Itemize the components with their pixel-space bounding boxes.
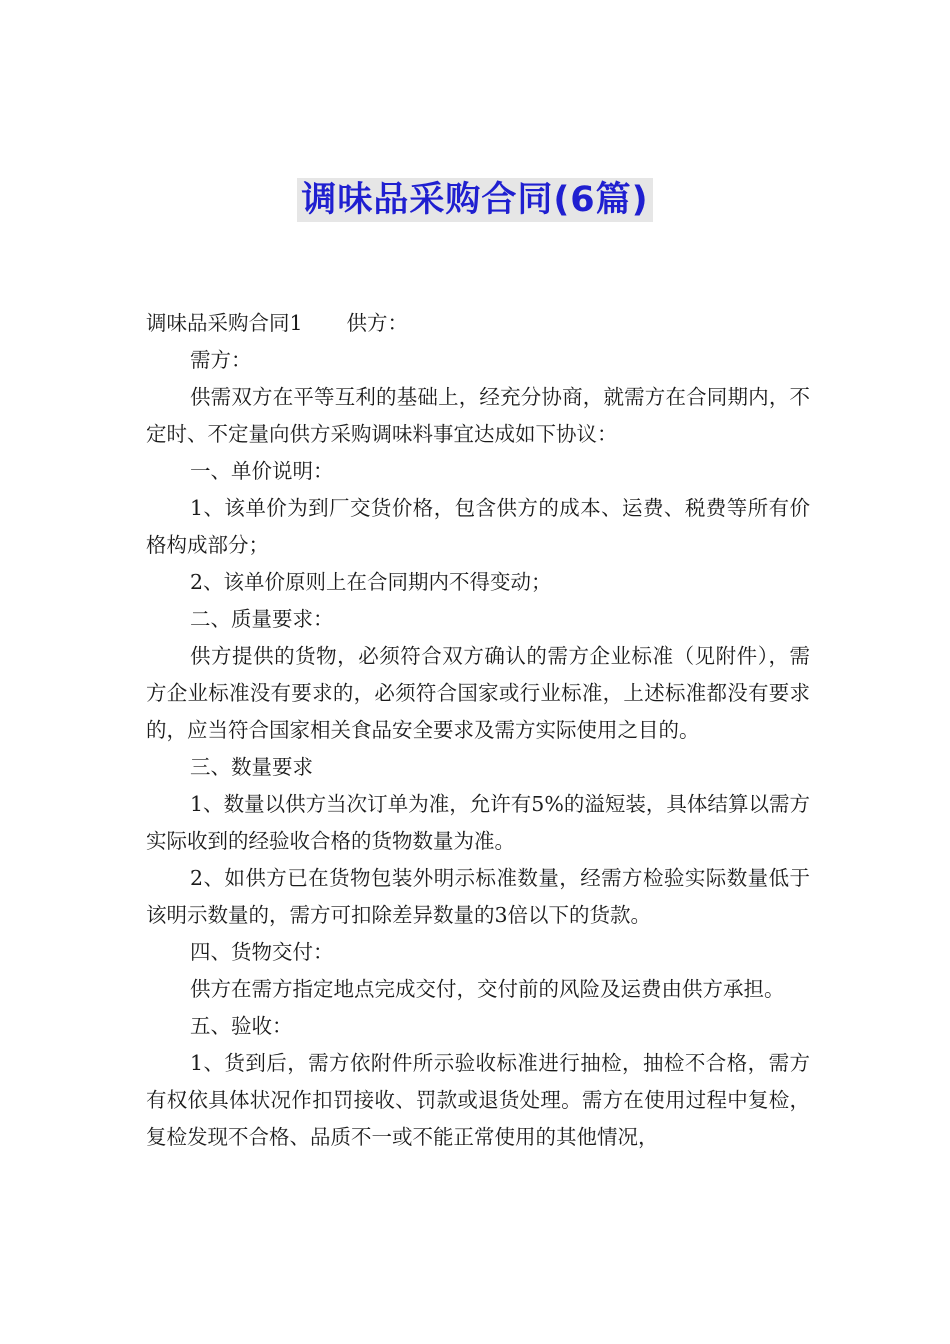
paragraph: 1、数量以供方当次订单为准，允许有5%的溢短装，具体结算以需方实际收到的经验收合格的货物数量为准。 <box>146 792 810 853</box>
section-heading: 三、数量要求 <box>190 755 313 779</box>
paragraph: 供方在需方指定地点完成交付，交付前的风险及运费由供方承担。 <box>190 977 785 1001</box>
supplier-label: 供方： <box>346 311 409 335</box>
paragraph: 2、如供方已在货物包装外明示标准数量，经需方检验实际数量低于该明示数量的，需方可扣除差异数量的3倍以下的货款。 <box>146 866 810 927</box>
paragraph: 1、该单价为到厂交货价格，包含供方的成本、运费、税费等所有价格构成部分； <box>146 496 810 557</box>
section-heading: 五、验收： <box>190 1014 293 1038</box>
paragraph: 1、货到后，需方依附件所示验收标准进行抽检，抽检不合格，需方有权依具体状况作扣罚接收、罚款或退货处理。需方在使用过程中复检，复检发现不合格、品质不一或不能正常使用的其他情况， <box>146 1051 810 1149</box>
title-container <box>0 178 950 222</box>
section-heading: 一、单价说明： <box>190 459 334 483</box>
paragraph: 需方： <box>190 348 252 372</box>
paragraph: 供方提供的货物，必须符合双方确认的需方企业标准（见附件），需方企业标准没有要求的，必须符合国家或行业标准，上述标准都没有要求的，应当符合国家相关食品安全要求及需方实际使用之目的。 <box>146 644 810 742</box>
section-heading: 二、质量要求： <box>190 607 334 631</box>
document-body <box>146 305 810 1156</box>
paragraph: 2、该单价原则上在合同期内不得变动； <box>190 570 552 594</box>
heading-line <box>146 305 810 342</box>
document-title: 调味品采购合同(6篇) <box>297 178 652 222</box>
paragraph: 供需双方在平等互利的基础上，经充分协商，就需方在合同期内，不定时、不定量向供方采购调味料事宜达成如下协议： <box>146 385 810 446</box>
contract-label: 调味品采购合同1 <box>146 311 303 335</box>
section-heading: 四、货物交付： <box>190 940 334 964</box>
